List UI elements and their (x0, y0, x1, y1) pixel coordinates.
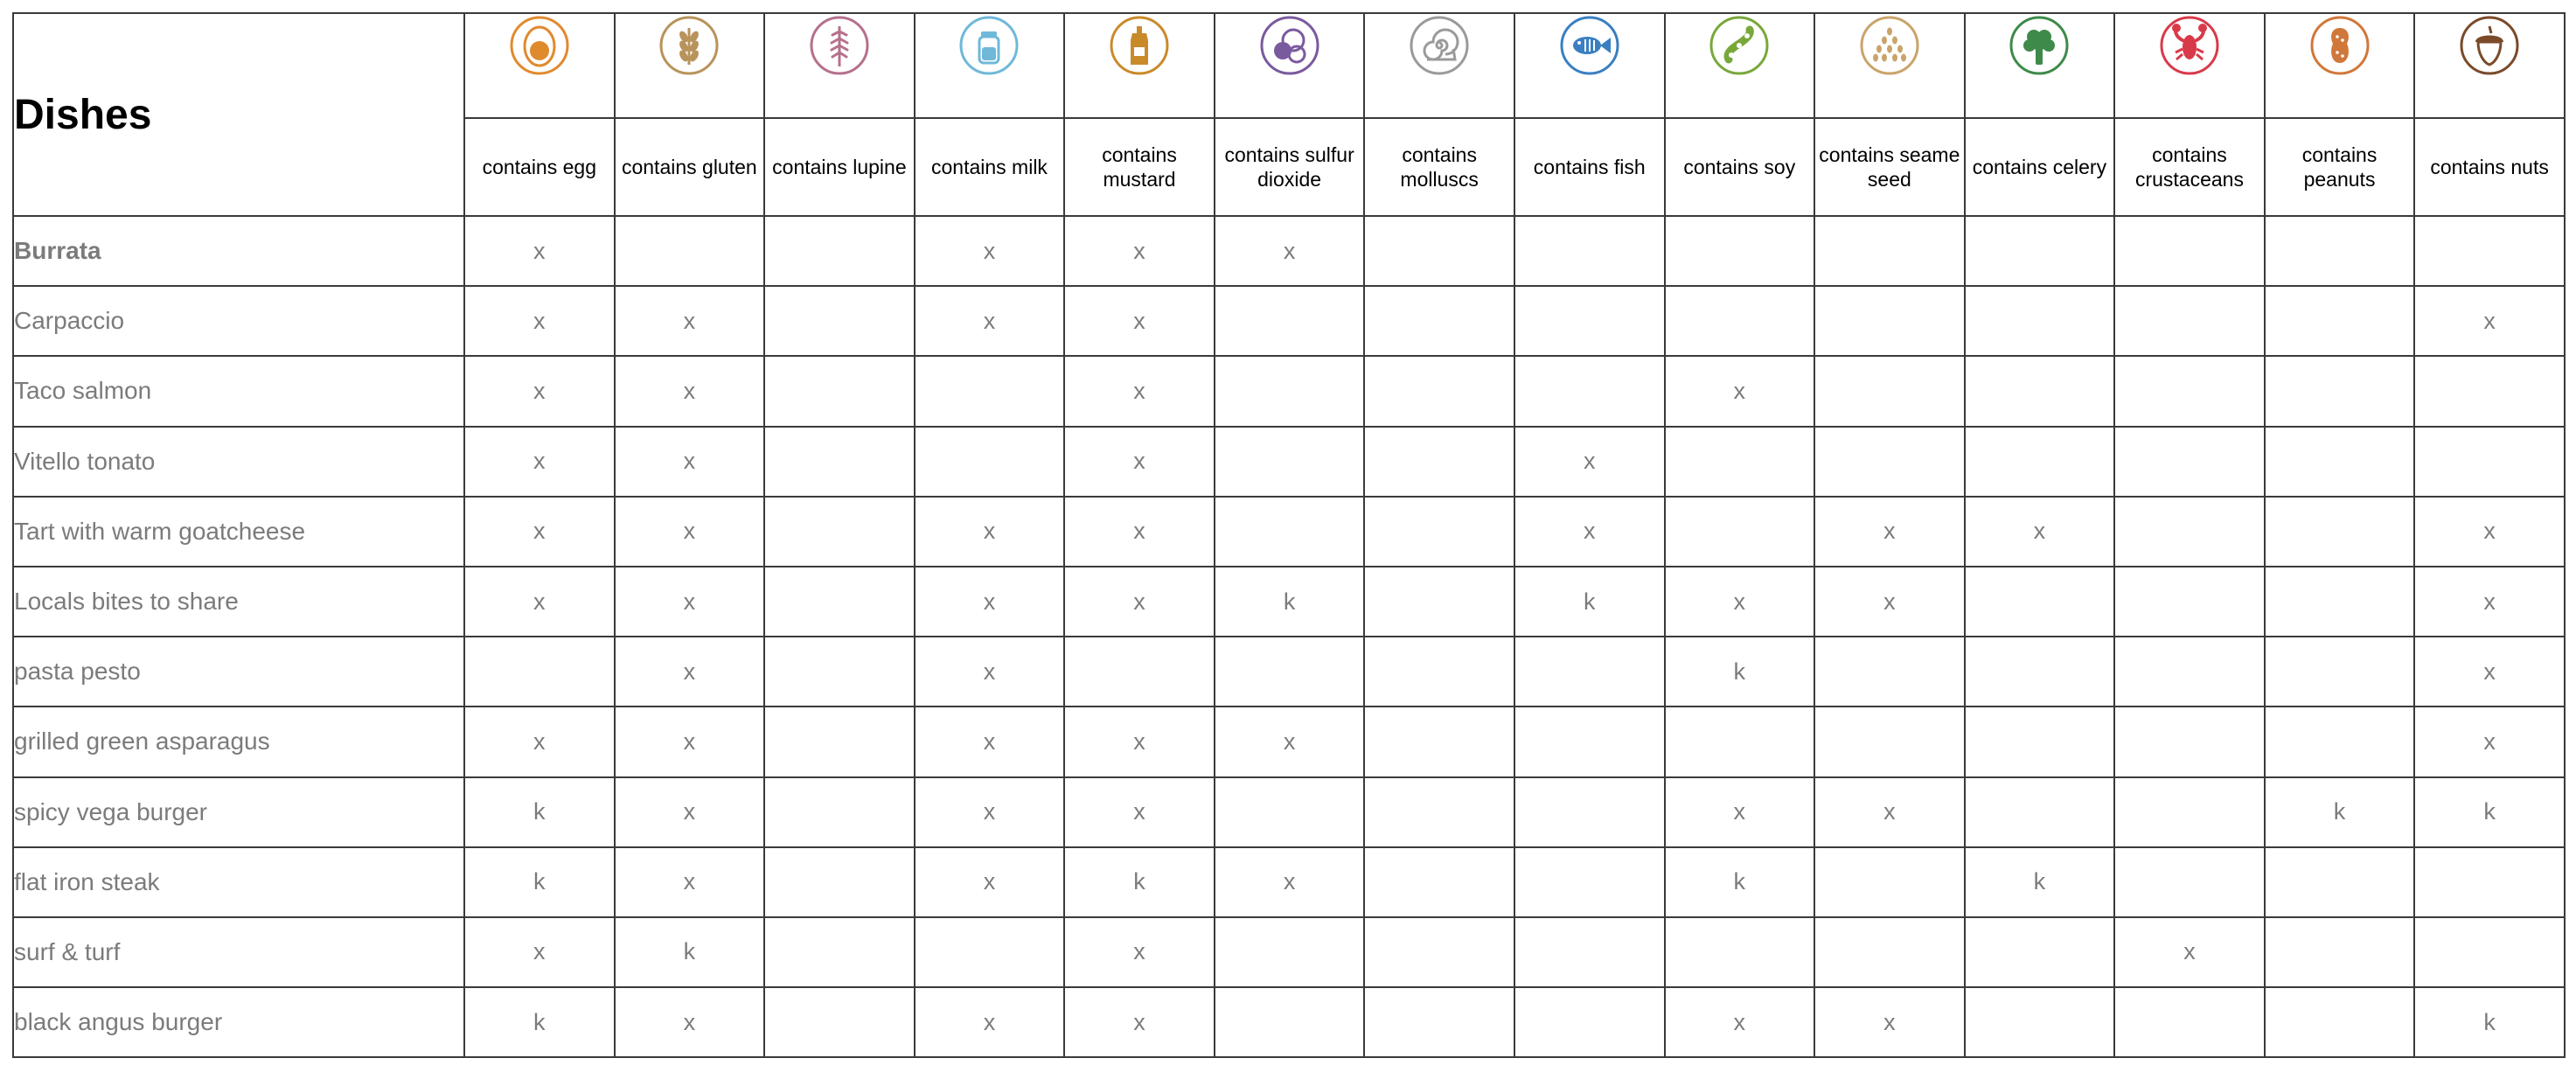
allergen-mark (2265, 497, 2415, 567)
table-row (13, 917, 2565, 987)
allergen-mark: x (2114, 917, 2265, 987)
table-row (13, 847, 2565, 917)
allergen-mark (1364, 637, 1514, 707)
allergen-mark (1814, 917, 1965, 987)
allergen-mark (2114, 847, 2265, 917)
allergen-mark: x (615, 497, 765, 567)
allergen-mark (764, 637, 915, 707)
allergen-mark: k (1665, 847, 1815, 917)
allergen-mark (1364, 216, 1514, 286)
allergen-mark: x (615, 707, 765, 776)
allergen-mark (2265, 847, 2415, 917)
allergen-mark (2265, 286, 2415, 356)
table-row (13, 567, 2565, 637)
dish-name: pasta pesto (13, 637, 464, 707)
table-row (13, 427, 2565, 497)
allergen-mark (1965, 427, 2115, 497)
allergen-mark (1814, 286, 1965, 356)
dish-name: flat iron steak (13, 847, 464, 917)
allergen-mark (2114, 987, 2265, 1057)
allergen-mark: x (615, 286, 765, 356)
allergen-mark (1965, 356, 2115, 426)
allergen-mark: k (1064, 847, 1215, 917)
allergen-mark: x (1814, 777, 1965, 847)
allergen-mark: x (1665, 567, 1815, 637)
allergen-label: contains soy (1665, 118, 1815, 216)
allergen-mark: x (915, 777, 1065, 847)
allergen-label: contains crustaceans (2114, 118, 2265, 216)
allergen-label: contains nuts (2414, 118, 2565, 216)
allergen-mark (764, 427, 915, 497)
allergen-mark: k (615, 917, 765, 987)
allergen-mark (2114, 427, 2265, 497)
dish-name: grilled green asparagus (13, 707, 464, 776)
allergen-label: contains mustard (1064, 118, 1215, 216)
allergen-mark (1965, 987, 2115, 1057)
allergen-mark (1514, 707, 1665, 776)
mustard-icon (1108, 14, 1171, 77)
allergen-mark (1215, 286, 1365, 356)
allergen-icon-cell (615, 13, 765, 118)
allergen-mark (2114, 567, 2265, 637)
dishes-header: Dishes (13, 13, 464, 216)
allergen-mark: x (2414, 567, 2565, 637)
allergen-mark: k (464, 847, 615, 917)
allergen-mark: x (915, 286, 1065, 356)
allergen-icon-cell (464, 13, 615, 118)
allergen-icon-cell (1364, 13, 1514, 118)
allergen-mark (2114, 707, 2265, 776)
allergen-mark: k (1215, 567, 1365, 637)
allergen-mark: x (1064, 777, 1215, 847)
allergen-icon-cell (1965, 13, 2115, 118)
allergen-mark: x (915, 216, 1065, 286)
allergen-mark (1364, 356, 1514, 426)
allergen-mark (1364, 847, 1514, 917)
allergen-icon-cell (2414, 13, 2565, 118)
allergen-mark (1364, 286, 1514, 356)
milk-icon (957, 14, 1020, 77)
allergen-mark (764, 917, 915, 987)
dish-name: black angus burger (13, 987, 464, 1057)
allergen-mark (764, 216, 915, 286)
allergen-mark (1514, 987, 1665, 1057)
table-row (13, 707, 2565, 776)
allergen-mark: x (2414, 497, 2565, 567)
allergen-mark (1965, 567, 2115, 637)
allergen-mark: x (915, 707, 1065, 776)
allergen-mark (764, 707, 915, 776)
allergen-mark (1665, 216, 1815, 286)
allergen-mark (1514, 637, 1665, 707)
allergen-mark (1814, 637, 1965, 707)
allergen-icon-cell (1665, 13, 1815, 118)
allergen-mark: x (2414, 637, 2565, 707)
allergen-mark (2414, 356, 2565, 426)
allergen-mark (764, 286, 915, 356)
lupine-icon (808, 14, 871, 77)
table-row (13, 987, 2565, 1057)
allergen-label: contains molluscs (1364, 118, 1514, 216)
allergen-mark: x (1665, 356, 1815, 426)
allergen-mark (1364, 777, 1514, 847)
acorn-icon (2458, 14, 2521, 77)
allergen-mark (615, 216, 765, 286)
allergen-label: contains egg (464, 118, 615, 216)
allergen-mark (1965, 286, 2115, 356)
lobster-icon (2158, 14, 2221, 77)
allergen-icon-cell (1215, 13, 1365, 118)
allergen-mark (1514, 356, 1665, 426)
allergen-icon-cell (1064, 13, 1215, 118)
allergen-mark (2414, 917, 2565, 987)
icon-row (13, 13, 2565, 118)
allergen-mark: k (1514, 567, 1665, 637)
table-row (13, 356, 2565, 426)
dish-name: Burrata (13, 216, 464, 286)
sulfur-dioxide-icon (1258, 14, 1321, 77)
allergen-mark: k (1965, 847, 2115, 917)
allergen-label: contains gluten (615, 118, 765, 216)
allergen-mark (764, 777, 915, 847)
table-row (13, 497, 2565, 567)
allergen-mark (2114, 356, 2265, 426)
table-row (13, 777, 2565, 847)
allergen-label: contains celery (1965, 118, 2115, 216)
allergen-mark: x (1215, 216, 1365, 286)
allergen-mark (2265, 356, 2415, 426)
allergen-mark: x (464, 356, 615, 426)
allergen-mark (1665, 707, 1815, 776)
dish-table-body (13, 216, 2565, 1057)
allergen-mark: x (1064, 917, 1215, 987)
dish-name: surf & turf (13, 917, 464, 987)
allergen-mark: x (1814, 497, 1965, 567)
allergen-mark: x (915, 847, 1065, 917)
allergen-label: contains milk (915, 118, 1065, 216)
wheat-icon (658, 14, 721, 77)
allergen-mark (1364, 497, 1514, 567)
allergen-mark (764, 356, 915, 426)
allergen-icon-cell (764, 13, 915, 118)
allergen-mark (2414, 427, 2565, 497)
allergen-mark: x (464, 567, 615, 637)
table-row (13, 286, 2565, 356)
allergen-mark (1064, 637, 1215, 707)
allergen-mark (1965, 917, 2115, 987)
peanut-icon (2308, 14, 2371, 77)
allergen-mark: x (464, 286, 615, 356)
allergen-mark (2265, 427, 2415, 497)
allergen-mark (1965, 777, 2115, 847)
allergen-mark (2265, 917, 2415, 987)
allergen-mark: x (464, 707, 615, 776)
allergen-mark (764, 847, 915, 917)
allergen-mark: x (1215, 847, 1365, 917)
allergen-mark: x (615, 637, 765, 707)
allergen-mark (1665, 427, 1815, 497)
allergen-mark (2114, 637, 2265, 707)
allergen-mark: k (2265, 777, 2415, 847)
allergen-label: contains peanuts (2265, 118, 2415, 216)
allergen-mark (1215, 497, 1365, 567)
allergen-icon-cell (1814, 13, 1965, 118)
allergen-mark: k (2414, 987, 2565, 1057)
allergen-mark: x (1064, 707, 1215, 776)
allergen-mark (2114, 286, 2265, 356)
allergen-mark (1215, 427, 1365, 497)
dish-name: Carpaccio (13, 286, 464, 356)
allergen-mark (1514, 777, 1665, 847)
allergen-mark: x (615, 777, 765, 847)
allergen-mark: x (1215, 707, 1365, 776)
allergen-mark (1814, 356, 1965, 426)
allergen-mark (1814, 707, 1965, 776)
allergen-mark: x (615, 427, 765, 497)
allergen-mark: x (2414, 707, 2565, 776)
allergen-mark: x (1814, 987, 1965, 1057)
allergen-mark: x (1514, 497, 1665, 567)
allergen-mark (1215, 637, 1365, 707)
allergen-mark: x (1064, 567, 1215, 637)
allergen-mark: x (1064, 427, 1215, 497)
allergen-mark (1514, 847, 1665, 917)
allergen-mark: x (1514, 427, 1665, 497)
allergen-mark (1814, 847, 1965, 917)
snail-icon (1408, 14, 1471, 77)
allergen-mark: x (1665, 777, 1815, 847)
allergen-mark (1364, 917, 1514, 987)
allergen-icon-cell (2114, 13, 2265, 118)
allergen-mark (1364, 987, 1514, 1057)
allergen-mark (2265, 707, 2415, 776)
egg-icon (508, 14, 571, 77)
allergen-mark (2114, 216, 2265, 286)
allergen-mark: k (2414, 777, 2565, 847)
allergen-mark: x (464, 216, 615, 286)
allergen-mark: x (615, 356, 765, 426)
allergen-label: contains seame seed (1814, 118, 1965, 216)
allergen-mark (1814, 216, 1965, 286)
sesame-icon (1858, 14, 1921, 77)
allergen-label: contains lupine (764, 118, 915, 216)
allergen-mark (1665, 917, 1815, 987)
table-row (13, 637, 2565, 707)
allergen-mark: x (1814, 567, 1965, 637)
allergen-mark (1965, 637, 2115, 707)
allergen-mark (1215, 356, 1365, 426)
allergen-mark (464, 637, 615, 707)
fish-icon (1558, 14, 1621, 77)
allergen-mark (1215, 917, 1365, 987)
allergen-mark (2114, 497, 2265, 567)
allergen-mark (915, 917, 1065, 987)
allergen-mark: k (464, 777, 615, 847)
allergen-mark: x (915, 637, 1065, 707)
allergen-mark: x (615, 567, 765, 637)
dish-name: spicy vega burger (13, 777, 464, 847)
allergen-mark: x (1064, 286, 1215, 356)
allergen-mark (764, 567, 915, 637)
allergen-mark (915, 356, 1065, 426)
allergen-mark (2114, 777, 2265, 847)
allergen-icon-cell (1514, 13, 1665, 118)
allergen-mark (2265, 567, 2415, 637)
allergen-mark: x (915, 987, 1065, 1057)
allergen-label: contains fish (1514, 118, 1665, 216)
allergen-mark: x (915, 567, 1065, 637)
allergen-mark: x (1064, 216, 1215, 286)
soy-icon (1708, 14, 1771, 77)
allergen-mark (1665, 286, 1815, 356)
allergen-mark (1514, 917, 1665, 987)
allergen-mark: k (1665, 637, 1815, 707)
allergen-mark (1215, 987, 1365, 1057)
allergen-mark (764, 987, 915, 1057)
dish-name: Vitello tonato (13, 427, 464, 497)
allergen-mark (1364, 427, 1514, 497)
allergen-mark: x (1665, 987, 1815, 1057)
allergen-mark: x (464, 497, 615, 567)
allergen-icon-cell (2265, 13, 2415, 118)
allergen-mark: x (464, 917, 615, 987)
allergen-mark (2414, 847, 2565, 917)
allergen-table (12, 12, 2566, 1058)
allergen-mark: x (464, 427, 615, 497)
allergen-mark (915, 427, 1065, 497)
allergen-label: contains sulfur dioxide (1215, 118, 1365, 216)
allergen-icon-cell (915, 13, 1065, 118)
allergen-mark: x (1064, 356, 1215, 426)
allergen-mark (2265, 637, 2415, 707)
celery-icon (2008, 14, 2071, 77)
allergen-mark: x (2414, 286, 2565, 356)
allergen-mark: x (1064, 987, 1215, 1057)
allergen-mark: x (915, 497, 1065, 567)
table-row (13, 216, 2565, 286)
allergen-mark (1665, 497, 1815, 567)
allergen-mark (1965, 707, 2115, 776)
allergen-mark (1814, 427, 1965, 497)
allergen-mark (1364, 707, 1514, 776)
allergen-mark: x (1064, 497, 1215, 567)
allergen-mark (1514, 216, 1665, 286)
allergen-mark: k (464, 987, 615, 1057)
allergen-mark (1215, 777, 1365, 847)
dish-name: Locals bites to share (13, 567, 464, 637)
allergen-mark: x (1965, 497, 2115, 567)
allergen-mark: x (615, 987, 765, 1057)
allergen-mark (1965, 216, 2115, 286)
allergen-mark (764, 497, 915, 567)
allergen-mark (2265, 216, 2415, 286)
allergen-mark (1514, 286, 1665, 356)
dish-name: Taco salmon (13, 356, 464, 426)
allergen-mark (2414, 216, 2565, 286)
allergen-mark (1364, 567, 1514, 637)
dish-name: Tart with warm goatcheese (13, 497, 464, 567)
allergen-mark: x (615, 847, 765, 917)
allergen-mark (2265, 987, 2415, 1057)
